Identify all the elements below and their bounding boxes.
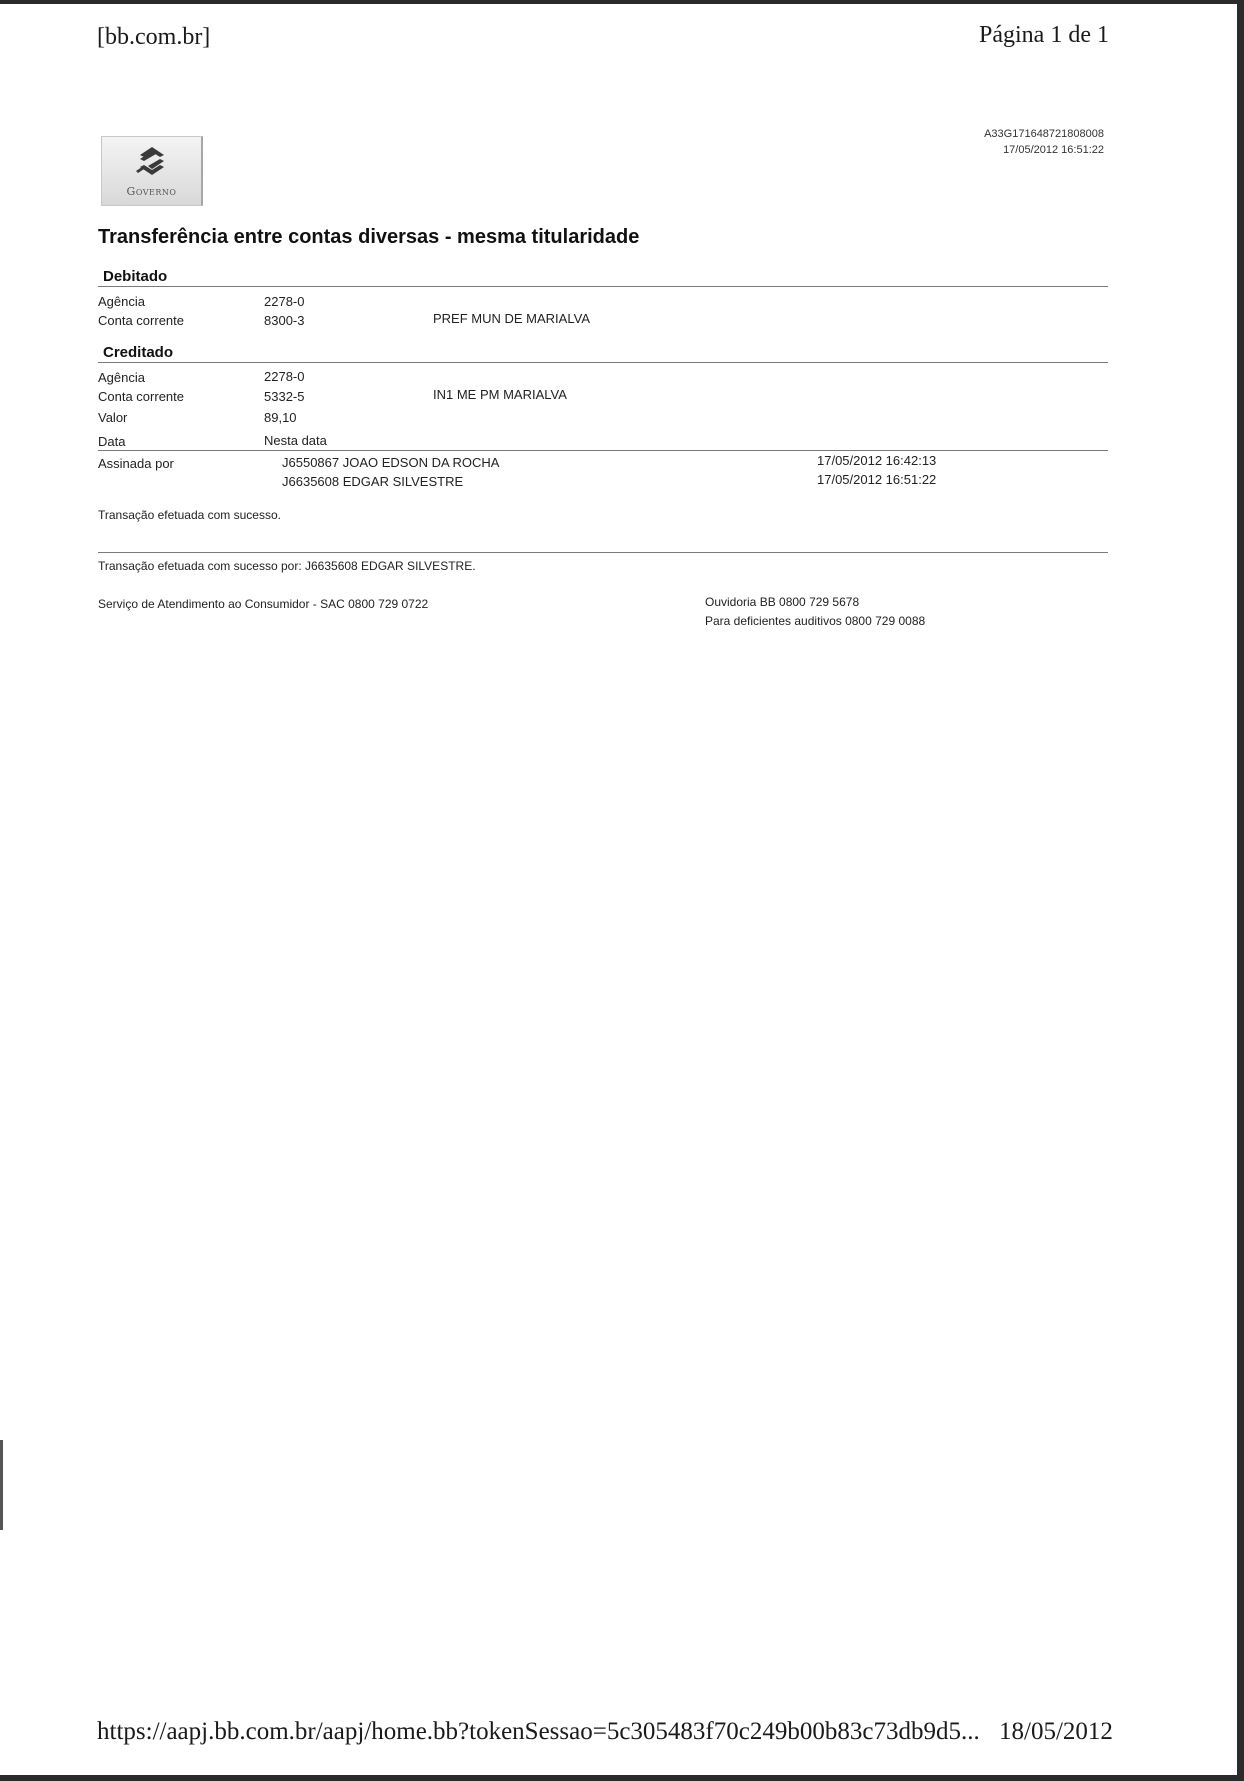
signer-2: J6635608 EDGAR SILVESTRE xyxy=(282,474,464,489)
debitado-titular: PREF MUN DE MARIALVA xyxy=(433,311,590,326)
status-message: Transação efetuada com sucesso. xyxy=(98,508,281,522)
data-label: Data xyxy=(98,434,126,449)
bb-logo-icon xyxy=(130,145,174,183)
scan-edge-right xyxy=(1237,0,1244,1781)
debitado-heading: Debitado xyxy=(103,268,168,285)
creditado-heading: Creditado xyxy=(103,344,174,361)
print-header-site: [bb.com.br] xyxy=(97,24,211,50)
creditado-agencia-value: 2278-0 xyxy=(264,369,305,384)
document-code: A33G171648721808008 xyxy=(984,128,1104,140)
scan-edge-left-mark xyxy=(0,1440,3,1530)
logo-caption: Governo xyxy=(126,185,177,198)
creditado-conta-label: Conta corrente xyxy=(98,389,184,404)
valor-value: 89,10 xyxy=(264,410,297,425)
ouvidoria-contact: Ouvidoria BB 0800 729 5678 xyxy=(705,595,860,609)
assinatura-rule xyxy=(98,450,1108,451)
assinada-por-label: Assinada por xyxy=(98,456,174,471)
signer-1: J6550867 JOAO EDSON DA ROCHA xyxy=(282,455,500,470)
page-title: Transferência entre contas diversas - mesma titularidade xyxy=(98,226,640,248)
scan-edge-top xyxy=(0,0,1244,4)
valor-label: Valor xyxy=(98,410,128,425)
creditado-conta-value: 5332-5 xyxy=(264,389,305,404)
debitado-conta-label: Conta corrente xyxy=(98,313,184,328)
document-datetime: 17/05/2012 16:51:22 xyxy=(1003,144,1104,156)
print-footer-date: 18/05/2012 xyxy=(999,1718,1113,1745)
debitado-rule xyxy=(98,286,1108,287)
deficientes-contact: Para deficientes auditivos 0800 729 0088 xyxy=(705,614,926,628)
status-by-rule xyxy=(98,552,1108,553)
signer-2-datetime: 17/05/2012 16:51:22 xyxy=(817,472,937,487)
print-footer-url: https://aapj.bb.com.br/aapj/home.bb?tokenSessao=5c305483f70c249b00b83c73db9d5... xyxy=(97,1718,980,1745)
signer-1-datetime: 17/05/2012 16:42:13 xyxy=(817,453,937,468)
data-value: Nesta data xyxy=(264,433,327,448)
print-header-page: Página 1 de 1 xyxy=(979,22,1109,48)
scan-edge-bottom xyxy=(0,1775,1244,1781)
debitado-conta-value: 8300-3 xyxy=(264,313,305,328)
debitado-agencia-label: Agência xyxy=(98,294,145,309)
debitado-agencia-value: 2278-0 xyxy=(264,294,305,309)
bb-governo-logo xyxy=(101,136,203,206)
sac-contact: Serviço de Atendimento ao Consumidor - SAC 0800 729 0722 xyxy=(98,597,429,611)
creditado-agencia-label: Agência xyxy=(98,370,145,385)
status-by-message: Transação efetuada com sucesso por: J6635608 EDGAR SILVESTRE. xyxy=(98,559,476,573)
creditado-rule xyxy=(98,362,1108,363)
creditado-titular: IN1 ME PM MARIALVA xyxy=(433,387,567,402)
